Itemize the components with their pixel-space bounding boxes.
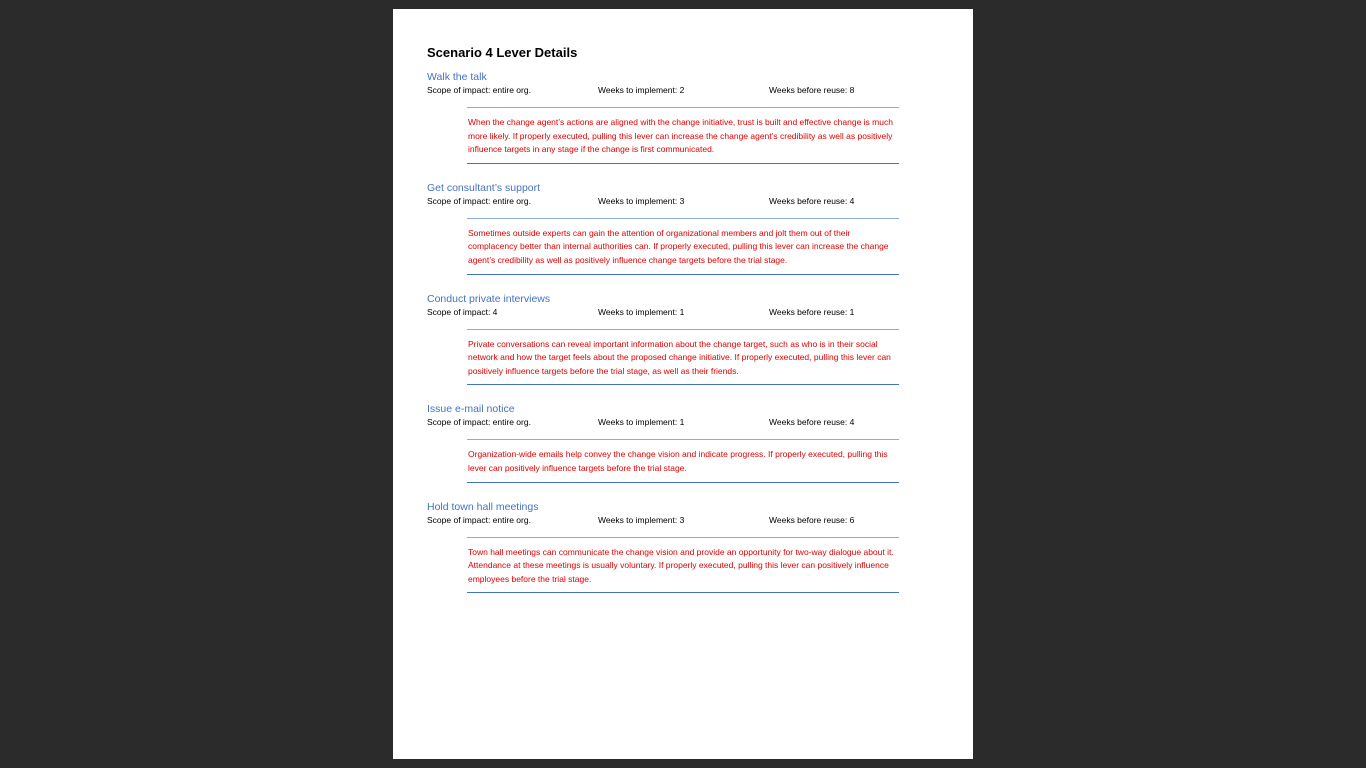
lever-meta-row bbox=[427, 306, 939, 318]
weeks-to-implement: Weeks to implement: 2 bbox=[598, 85, 685, 95]
document-title: Scenario 4 Lever Details bbox=[427, 45, 578, 60]
weeks-to-implement: Weeks to implement: 3 bbox=[598, 195, 685, 206]
lever-description: Sometimes outside experts can gain the attention of organizational members and jolt them out of their complacency better than internal authorities can. If properly executed, pulling this lever can increase the change agent’s credibility as well as positively influence change targets before the trial stage. bbox=[468, 227, 889, 265]
lever-description: Private conversations can reveal important information about the change target, such as who is in their social network and how the target feels about the proposed change initiative. If properly executed, pulling this lever can positively influence targets before the trial stage, as well as their friends. bbox=[468, 338, 891, 376]
lever-description-box bbox=[467, 107, 899, 164]
weeks-before-reuse: Weeks before reuse: 1 bbox=[769, 306, 855, 317]
document-page bbox=[393, 9, 973, 759]
scope-of-impact: Scope of impact: 4 bbox=[427, 306, 498, 317]
scope-of-impact: Scope of impact: entire org. bbox=[427, 195, 531, 206]
weeks-before-reuse: Weeks before reuse: 8 bbox=[769, 85, 855, 95]
lever-description-box bbox=[467, 218, 899, 275]
weeks-to-implement: Weeks to implement: 1 bbox=[598, 417, 685, 428]
lever-hold-town-hall-meetings bbox=[427, 500, 939, 594]
lever-title: Get consultant’s support bbox=[427, 181, 541, 194]
lever-meta-row bbox=[427, 195, 939, 207]
lever-description-box bbox=[467, 439, 899, 482]
weeks-to-implement: Weeks to implement: 1 bbox=[598, 306, 685, 317]
weeks-before-reuse: Weeks before reuse: 6 bbox=[769, 514, 855, 525]
lever-meta-row bbox=[427, 416, 939, 428]
scope-of-impact: Scope of impact: entire org. bbox=[427, 85, 531, 95]
lever-title: Walk the talk bbox=[427, 71, 487, 83]
lever-description: Organization-wide emails help convey the change vision and indicate progress. If properly executed, pulling this lever can positively influence targets before the trial stage. bbox=[468, 449, 888, 473]
weeks-before-reuse: Weeks before reuse: 4 bbox=[769, 195, 855, 206]
weeks-to-implement: Weeks to implement: 3 bbox=[598, 514, 685, 525]
lever-title: Conduct private interviews bbox=[427, 292, 551, 305]
lever-description: Town hall meetings can communicate the change vision and provide an opportunity for two-way dialogue about it. Attendance at these meetings is usually voluntary. If properly executed, pulling this lever can positively influence employees before the trial stage. bbox=[468, 546, 894, 584]
lever-description: When the change agent’s actions are aligned with the change initiative, trust is built and effective change is much more likely. If properly executed, pulling this lever can increase the change agent’s credibility as well as positively influence targets in any stage if the change is first communicated. bbox=[468, 117, 893, 155]
lever-title: Issue e-mail notice bbox=[427, 403, 515, 416]
lever-description-box bbox=[467, 329, 899, 386]
weeks-before-reuse: Weeks before reuse: 4 bbox=[769, 417, 855, 428]
lever-conduct-private-interviews bbox=[427, 292, 939, 386]
lever-issue-email-notice bbox=[427, 402, 939, 482]
scope-of-impact: Scope of impact: entire org. bbox=[427, 417, 531, 428]
lever-get-consultants-support bbox=[427, 181, 939, 275]
lever-walk-the-talk bbox=[427, 70, 939, 164]
lever-description-box bbox=[467, 537, 899, 594]
lever-meta-row bbox=[427, 514, 939, 526]
lever-title: Hold town hall meetings bbox=[427, 500, 539, 513]
scope-of-impact: Scope of impact: entire org. bbox=[427, 514, 531, 525]
lever-meta-row bbox=[427, 84, 939, 96]
